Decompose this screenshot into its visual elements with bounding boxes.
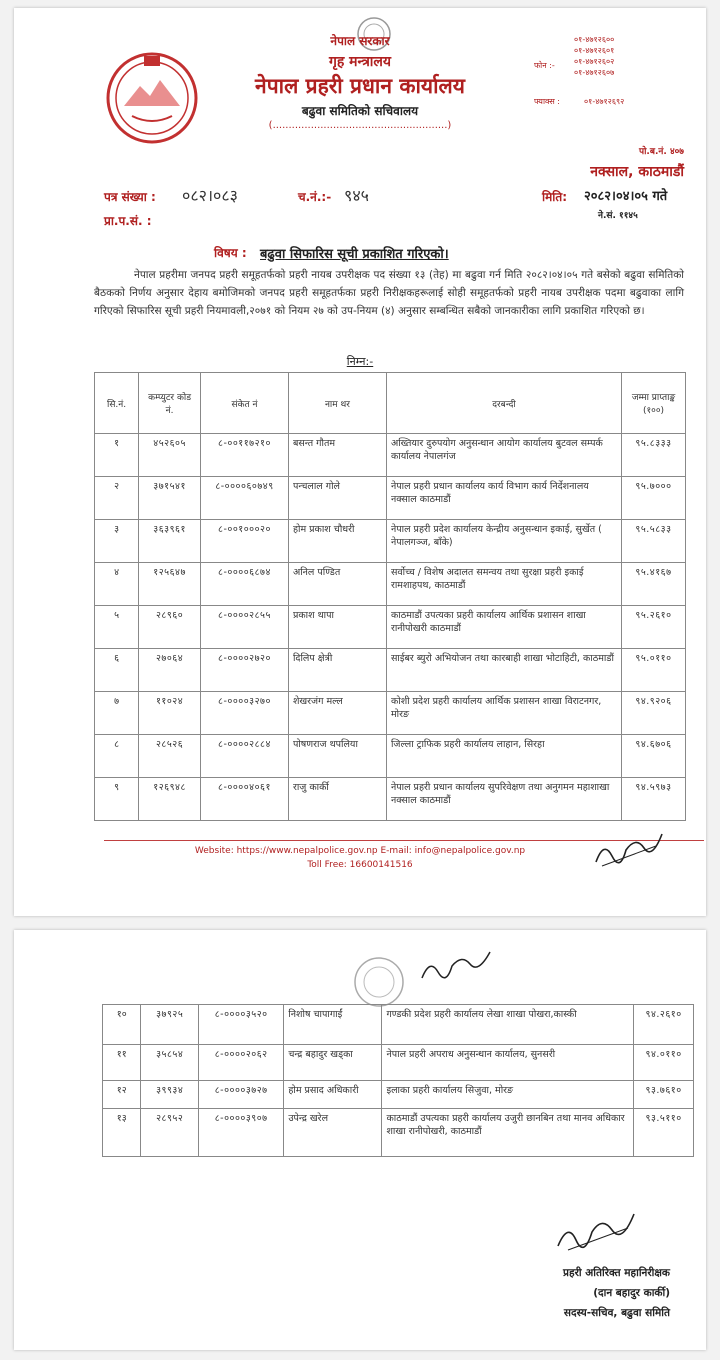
cell-posting: साईबर ब्युरो अभियोजन तथा कारबाही शाखा भोटाहिटी, काठमाडौं (386, 649, 621, 692)
cell-symbol-no: ८-००००२८५५ (201, 606, 289, 649)
table-row (95, 434, 686, 477)
watermark-seal-icon (344, 950, 414, 1010)
date-value: २०८२।०४।०५ गते (584, 189, 668, 204)
fax-number: ०१-४७१२६९२ (584, 97, 625, 106)
cell-symbol-no: ८-००००३२७० (201, 692, 289, 735)
cell-score: ९४.६७०६ (621, 735, 685, 778)
signature-icon (592, 826, 672, 870)
cell-name: राजु कार्की (288, 778, 386, 821)
cell-computer-code: ३९९३४ (141, 1081, 199, 1109)
office-name: नेपाल प्रहरी प्रधान कार्यालय (255, 74, 465, 98)
cell-symbol-no: ८-००११७२१० (201, 434, 289, 477)
cell-serial: २ (95, 477, 139, 520)
footer-tollfree: Toll Free: 16600141516 (307, 860, 413, 870)
cell-symbol-no: ८-००००३९०७ (198, 1109, 283, 1157)
phone-numbers (574, 34, 614, 78)
cell-computer-code: ३५८५४ (141, 1045, 199, 1081)
table-header-row (95, 373, 686, 434)
table-row (95, 735, 686, 778)
cell-computer-code: ३७९२५ (141, 1005, 199, 1045)
cell-name: होम प्रकाश चौधरी (288, 520, 386, 563)
col-header: नाम थर (288, 373, 386, 434)
col-header: कम्प्युटर कोड नं. (139, 373, 201, 434)
cell-computer-code: १२६९४८ (139, 778, 201, 821)
cell-computer-code: ११०२४ (139, 692, 201, 735)
cell-posting: जिल्ला ट्राफिक प्रहरी कार्यालय लाहान, सिरहा (386, 735, 621, 778)
table-row (95, 778, 686, 821)
table-row (103, 1045, 694, 1081)
dotted-line: (.......................................................) (268, 120, 452, 131)
govt-name: नेपाल सरकार (330, 34, 390, 48)
date-label: मिति: (542, 190, 568, 204)
cell-symbol-no: ८-००००३७२७ (198, 1081, 283, 1109)
cell-computer-code: २८९६० (139, 606, 201, 649)
cell-serial: ७ (95, 692, 139, 735)
cell-serial: ८ (95, 735, 139, 778)
cell-symbol-no: ८-००००२८८४ (201, 735, 289, 778)
letter-page-2 (14, 930, 706, 1350)
cell-posting: इलाका प्रहरी कार्यालय सिजुवा, मोरङ (382, 1081, 634, 1109)
ministry-name: गृह मन्त्रालय (328, 54, 392, 70)
phone-label: फोन :- (534, 61, 555, 70)
table-row (95, 606, 686, 649)
ref-value: ०८२।०८३ (182, 186, 238, 205)
letter-body: नेपाल प्रहरीमा जनपद प्रहरी समूहतर्फको प्रहरी नायब उपरीक्षक पद संख्या १३ (तेह) मा बढुवा गर्न मिति २०८२।०४।०५ गते बसेको बढुवा समितिको बैठकको निर्णय अनुसार देहाय बमोजिमको जनपद प्रहरी समूहतर्फका प्रहरी निरीक्षकहरूलाई सोही समूहतर्फको प्रहरी नायब उपरीक्षक पदमा बढुवाका लागि गरिएको सिफारिस सूची प्रहरी नियमावली,२०७१ को नियम २७ को उप-नियम (४) अनुसार सम्बन्धित सबैको जानकारीका लागि प्रकाशित गरिएको छ। (94, 269, 684, 317)
cell-serial: ४ (95, 563, 139, 606)
cell-posting: कोशी प्रदेश प्रहरी कार्यालय आर्थिक प्रशासन शाखा विराटनगर, मोरङ (386, 692, 621, 735)
cell-serial: ११ (103, 1045, 141, 1081)
table-row (95, 563, 686, 606)
cell-score: ९५.७००० (621, 477, 685, 520)
nepal-sambat: ने.सं. ११४५ (598, 211, 638, 221)
list-heading: निम्न:- (346, 355, 374, 368)
ref-label: पत्र संख्या : (104, 190, 156, 204)
cell-name: उपेन्द्र खरेल (284, 1109, 382, 1157)
phone-number: ०१-४७१२६०० (574, 35, 615, 44)
cell-symbol-no: ८-००००२७२० (201, 649, 289, 692)
cell-name: बसन्त गौतम (288, 434, 386, 477)
signature-icon (554, 1206, 644, 1254)
col-header: संकेत नं (201, 373, 289, 434)
signatory-designation: प्रहरी अतिरिक्त महानिरीक्षक (563, 1267, 670, 1279)
cell-score: ९४.०११० (634, 1045, 694, 1081)
cell-posting: नेपाल प्रहरी प्रदेश कार्यालय केन्द्रीय अनुसन्धान इकाई, सुर्खेत ( नेपालगञ्ज, बाँके) (386, 520, 621, 563)
cell-score: ९४.९२०६ (621, 692, 685, 735)
phone-number: ०१-४७१२६०७ (574, 68, 615, 77)
cell-computer-code: २८५२६ (139, 735, 201, 778)
recommendation-table (94, 372, 686, 821)
cell-symbol-no: ८-००००६८७४ (201, 563, 289, 606)
cell-serial: ६ (95, 649, 139, 692)
ch-value: ९४५ (344, 186, 369, 205)
table-row (95, 649, 686, 692)
cell-name: निशोष चापागाईं (284, 1005, 382, 1045)
cell-posting: नेपाल प्रहरी अपराध अनुसन्धान कार्यालय, सुनसरी (382, 1045, 634, 1081)
letter-page-1 (14, 8, 706, 916)
subject-text: बढुवा सिफारिस सूची प्रकाशित गरिएको। (260, 247, 449, 262)
cell-computer-code: ४५२६०५ (139, 434, 201, 477)
subject-label: विषय : (214, 246, 247, 260)
cell-posting: काठमाडौं उपत्यका प्रहरी कार्यालय आर्थिक प्रशासन शाखा रानीपोखरी काठमाडौं (386, 606, 621, 649)
pra-label: प्रा.प.सं. : (104, 214, 152, 228)
cell-name: पन्चलाल गोले (288, 477, 386, 520)
fax-label: फ्याक्स : (534, 97, 560, 106)
cell-posting: काठमाडौं उपत्यका प्रहरी कार्यालय उजुरी छानबिन तथा मानव अधिकार शाखा रानीपोखरी, काठमाडौं (382, 1109, 634, 1157)
cell-serial: १३ (103, 1109, 141, 1157)
cell-name: अनिल पण्डित (288, 563, 386, 606)
location: नक्साल, काठमाडौं (590, 164, 684, 180)
cell-score: ९५.०११० (621, 649, 685, 692)
cell-serial: ३ (95, 520, 139, 563)
table-row (95, 692, 686, 735)
cell-name: चन्द्र बहादुर खड्का (284, 1045, 382, 1081)
phone-number: ०१-४७१२६०१ (574, 46, 615, 55)
cell-name: शेखरजंग मल्ल (288, 692, 386, 735)
cell-score: ९४.५९७३ (621, 778, 685, 821)
signature-icon (418, 946, 498, 986)
cell-posting: सर्वोच्च / विशेष अदालत समन्वय तथा सुरक्षा प्रहरी इकाई रामशाहपथ, काठमाडौं (386, 563, 621, 606)
cell-computer-code: १२५६४७ (139, 563, 201, 606)
cell-score: ९३.५११० (634, 1109, 694, 1157)
cell-posting: गण्डकी प्रदेश प्रहरी कार्यालय लेखा शाखा पोखरा,कास्की (382, 1005, 634, 1045)
cell-computer-code: ३७१५४१ (139, 477, 201, 520)
signatory-role: सदस्य-सचिव, बढुवा समिति (563, 1307, 670, 1319)
cell-serial: १२ (103, 1081, 141, 1109)
table-row (95, 520, 686, 563)
cell-serial: १ (95, 434, 139, 477)
cell-score: ९५.४१६७ (621, 563, 685, 606)
table-row (95, 477, 686, 520)
col-header: दरबन्दी (386, 373, 621, 434)
cell-computer-code: ३६३९६१ (139, 520, 201, 563)
cell-symbol-no: ८-००००२०६२ (198, 1045, 283, 1081)
cell-posting: अख्तियार दुरुपयोग अनुसन्धान आयोग कार्यालय बुटवल सम्पर्क कार्यालय नेपालगंज (386, 434, 621, 477)
secretariat-name: बढुवा समितिको सचिवालय (301, 104, 419, 118)
cell-score: ९५.८३३३ (621, 434, 685, 477)
phone-number: ०१-४७१२६०२ (574, 57, 615, 66)
recommendation-table-continued (102, 1004, 694, 1157)
signatory-name: (दान बहादुर कार्की) (593, 1287, 670, 1299)
col-header: सि.नं. (95, 373, 139, 434)
cell-serial: ९ (95, 778, 139, 821)
cell-posting: नेपाल प्रहरी प्रधान कार्यालय कार्य विभाग कार्य निर्देशनालय नक्साल काठमाडौं (386, 477, 621, 520)
cell-score: ९३.७६१० (634, 1081, 694, 1109)
cell-name: होम प्रसाद अधिकारी (284, 1081, 382, 1109)
table-row (103, 1109, 694, 1157)
table-row (103, 1005, 694, 1045)
cell-name: प्रकाश थापा (288, 606, 386, 649)
cell-score: ९४.२६१० (634, 1005, 694, 1045)
cell-posting: नेपाल प्रहरी प्रधान कार्यालय सुपरिवेक्षण तथा अनुगमन महाशाखा नक्साल काठमाडौं (386, 778, 621, 821)
cell-serial: ५ (95, 606, 139, 649)
cell-name: दिलिप क्षेत्री (288, 649, 386, 692)
col-header: जम्मा प्राप्ताङ्क (१००) (621, 373, 685, 434)
cell-name: पोषणराज थपलिया (288, 735, 386, 778)
table-row (103, 1081, 694, 1109)
po-box: पो.ब.नं. ४०७ (638, 147, 684, 157)
cell-serial: १० (103, 1005, 141, 1045)
cell-score: ९५.२६१० (621, 606, 685, 649)
cell-computer-code: २८९५२ (141, 1109, 199, 1157)
cell-score: ९५.५८३३ (621, 520, 685, 563)
ch-label: च.नं.:- (298, 190, 332, 204)
footer-website: Website: https://www.nepalpolice.gov.np E-mail: info@nepalpolice.gov.np (194, 846, 526, 856)
cell-symbol-no: ८-००००४०६१ (201, 778, 289, 821)
cell-symbol-no: ८-००१०००२० (201, 520, 289, 563)
cell-symbol-no: ८-००००६०७४९ (201, 477, 289, 520)
cell-symbol-no: ८-००००३५२० (198, 1005, 283, 1045)
cell-computer-code: २७०६४ (139, 649, 201, 692)
